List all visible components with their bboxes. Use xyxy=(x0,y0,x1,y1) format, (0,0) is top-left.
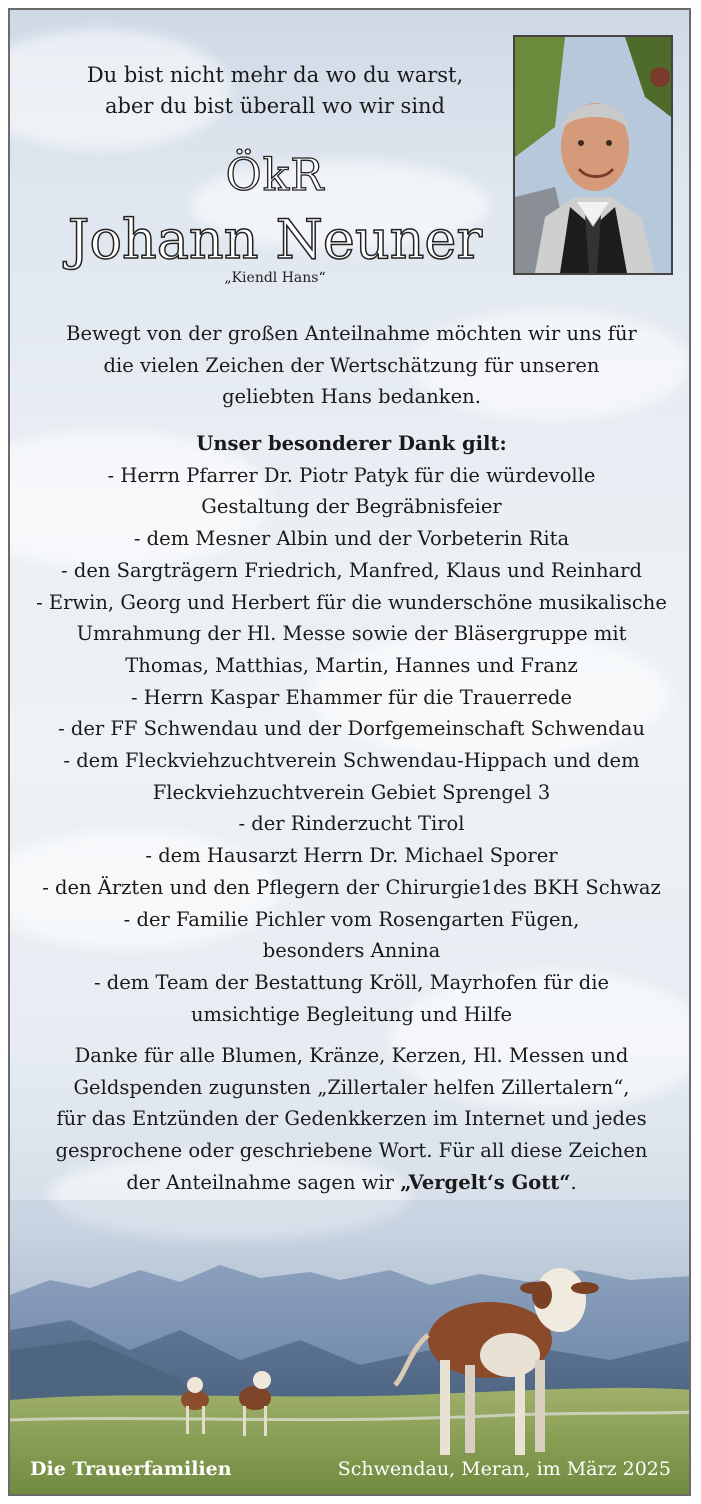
thanks-line: - der Rinderzucht Tirol xyxy=(238,812,465,836)
thanks-line: - den Sargträgern Friedrich, Manfred, Klaus und Reinhard xyxy=(61,558,642,582)
deceased-name: Johann Neuner xyxy=(67,208,483,271)
closing-line: Geldspenden zugunsten „Zillertaler helfen Zillertalern“, xyxy=(73,1075,630,1099)
intro-line: geliebten Hans bedanken. xyxy=(222,385,481,409)
thanks-line: Umrahmung der Hl. Messe sowie der Bläsergruppe mit xyxy=(76,622,627,646)
vergelts-gott: „Vergelt‘s Gott“ xyxy=(400,1170,571,1194)
portrait-image xyxy=(515,37,671,273)
thanks-heading: Unser besonderer Dank gilt: xyxy=(196,432,507,455)
thanks-line: Thomas, Matthias, Martin, Hannes und Franz xyxy=(125,653,578,677)
closing-text xyxy=(16,1040,687,1199)
portrait-photo xyxy=(513,35,673,275)
intro-line: die vielen Zeichen der Wertschätzung für unseren xyxy=(103,353,600,377)
thanks-line: Gestaltung der Begräbnisfeier xyxy=(201,495,502,519)
thanks-section xyxy=(16,428,687,1030)
closing-line-last xyxy=(16,1167,687,1199)
closing-line: für das Entzünden der Gedenkkerzen im Internet und jedes xyxy=(56,1107,647,1131)
closing-suffix: . xyxy=(570,1170,577,1194)
thanks-line: - der FF Schwendau und der Dorfgemeinschaft Schwendau xyxy=(58,717,645,741)
closing-line: gesprochene oder geschriebene Wort. Für all diese Zeichen xyxy=(55,1139,648,1163)
signature: Die Trauerfamilien xyxy=(30,1458,232,1480)
thanks-line: - dem Hausarzt Herrn Dr. Michael Sporer xyxy=(145,844,558,868)
thanks-line: - Herrn Pfarrer Dr. Piotr Patyk für die würdevolle xyxy=(107,463,596,487)
intro-line: Bewegt von der großen Anteilnahme möchten wir uns für xyxy=(66,322,637,345)
deceased-nickname: „Kiendl Hans“ xyxy=(224,270,326,286)
thanks-line: - den Ärzten und den Pflegern der Chirurgie1des BKH Schwaz xyxy=(42,875,661,899)
mountain-landscape xyxy=(10,1200,691,1496)
thanks-line: umsichtige Begleitung und Hilfe xyxy=(190,1002,513,1026)
honorific-title: ÖkR xyxy=(225,150,325,201)
thanks-line: - der Familie Pichler vom Rosengarten Fügen, xyxy=(123,907,580,931)
closing-prefix: der Anteilnahme sagen wir xyxy=(126,1170,401,1194)
thanks-line: besonders Annina xyxy=(262,939,441,963)
poem-line-1: Du bist nicht mehr da wo du warst, xyxy=(86,63,464,87)
poem xyxy=(40,60,510,122)
closing-line: Danke für alle Blumen, Kränze, Kerzen, Hl. Messen und xyxy=(74,1044,629,1067)
thanks-line: - dem Team der Bestattung Kröll, Mayrhofen für die xyxy=(94,970,609,994)
obituary-card xyxy=(8,8,691,1496)
poem-line-2: aber du bist überall wo wir sind xyxy=(104,94,446,118)
thanks-line: - Herrn Kaspar Ehammer für die Trauerrede xyxy=(130,685,573,709)
place-date: Schwendau, Meran, im März 2025 xyxy=(337,1458,671,1480)
thanks-line: Fleckviehzuchtverein Gebiet Sprengel 3 xyxy=(152,780,551,804)
intro-text xyxy=(16,318,687,413)
thanks-line: - Erwin, Georg und Herbert für die wunderschöne musikalische xyxy=(36,590,667,614)
thanks-line: - dem Fleckviehzuchtverein Schwendau-Hippach und dem xyxy=(63,749,640,773)
thanks-line: - dem Mesner Albin und der Vorbeterin Rita xyxy=(133,527,570,551)
